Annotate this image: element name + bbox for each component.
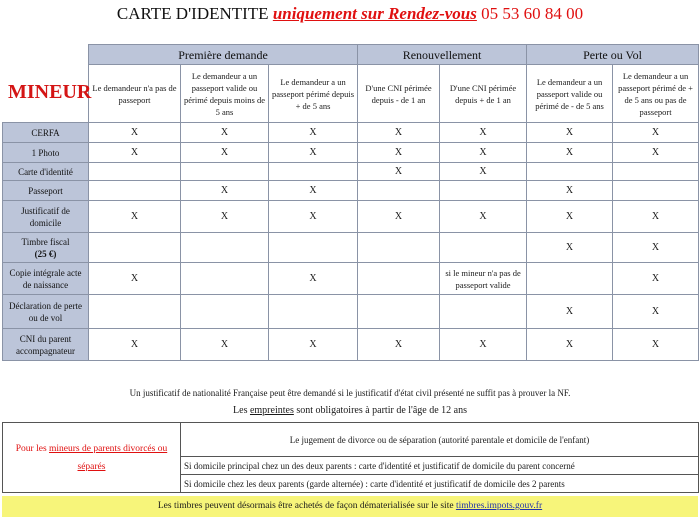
table-cell: X [613,233,699,263]
table-cell: X [613,295,699,329]
table-row [3,295,699,329]
table-row [3,233,699,263]
table-cell [269,295,358,329]
row-label-amount: (25 €) [34,248,57,259]
table-row [3,163,699,181]
group-header: Perte ou Vol [527,45,699,65]
group-header: Renouvellement [358,45,527,65]
table-cell [613,181,699,201]
row-label [3,163,89,181]
table-cell: X [440,201,527,233]
fingerprints-note [0,405,700,417]
table-cell [181,295,269,329]
table-cell: X [269,123,358,143]
divorce-label-text: Pour les [15,443,50,454]
table-cell: X [181,329,269,361]
table-cell: X [527,143,613,163]
row-label [3,329,89,361]
column-header: Le demandeur a un passeport périmé de + de 5 ans ou pas de passeport [613,65,699,123]
table-cell: X [527,201,613,233]
row-label [3,143,89,163]
row-label [3,295,89,329]
divorce-label-underlined: mineurs de parents divorcés ou séparés [49,443,168,472]
page-title [0,4,700,24]
table-cell: si le mineur n'a pas de passeport valide [440,263,527,295]
table-cell: X [440,123,527,143]
table-cell: X [358,329,440,361]
table-cell: X [89,201,181,233]
row-label-text: Carte d'identité [18,166,73,177]
table-cell: X [181,201,269,233]
table-cell: X [358,163,440,181]
table-cell [527,263,613,295]
column-header: Le demandeur n'a pas de passeport [89,65,181,123]
title-appointment: uniquement sur Rendez-vous [272,4,477,23]
table-cell [269,233,358,263]
documents-table [2,44,699,361]
table-cell: X [613,263,699,295]
table-cell [358,233,440,263]
table-row [3,201,699,233]
row-label [3,201,89,233]
table-cell: X [613,143,699,163]
divorce-judgment: Le jugement de divorce ou de séparation (autorité parentale et domicile de l'enfant) [181,423,699,457]
table-cell: X [527,123,613,143]
table-cell [89,163,181,181]
row-label-text: Copie intégrale acte de naissance [9,267,82,290]
table-row [3,123,699,143]
table-cell: X [269,181,358,201]
table-cell: X [440,163,527,181]
row-label [3,123,89,143]
footer-banner [2,496,698,517]
row-label-text: Timbre fiscal [21,236,70,247]
row-label-text: CNI du parent accompagnateur [16,333,75,356]
table-cell [440,181,527,201]
table-cell: X [181,181,269,201]
table-cell [89,295,181,329]
row-label-text: Passeport [28,185,63,196]
fingerprints-text: Les [233,405,250,416]
row-label [3,233,89,263]
table-cell: X [527,295,613,329]
table-cell [181,263,269,295]
divorce-line: Si domicile principal chez un des deux parents : carte d'identité et justificatif de domicile du parent concerné [181,457,699,475]
footer-text: Les timbres peuvent désormais être achetés de façon dématerialisée sur le site [157,501,456,511]
table-cell: X [89,123,181,143]
fingerprints-keyword: empreintes [249,405,294,416]
divorce-label [3,423,181,493]
table-cell: X [269,201,358,233]
title-text: CARTE D'IDENTITE [116,4,273,23]
divorce-line: Si domicile chez les deux parents (garde alternée) : carte d'identité et justificatif de domicile des 2 parents [181,475,699,493]
column-header: Le demandeur a un passeport valide ou périmé depuis moins de 5 ans [181,65,269,123]
fingerprints-text-end: sont obligatoires à partir de l'âge de 12 ans [293,405,467,416]
table-row [3,263,699,295]
table-cell: X [269,143,358,163]
row-label [3,181,89,201]
table-row [3,143,699,163]
table-cell: X [440,143,527,163]
column-header: Le demandeur a un passeport périmé depuis + de 5 ans [269,65,358,123]
table-row [3,329,699,361]
table-cell: X [89,143,181,163]
table-cell: X [358,123,440,143]
divorce-table [2,422,699,493]
row-label-text: 1 Photo [31,147,60,158]
row-label-text: Justificatif de domicile [21,205,70,228]
table-cell [358,181,440,201]
table-cell: X [269,329,358,361]
table-cell: X [181,123,269,143]
table-cell [89,181,181,201]
table-cell: X [181,143,269,163]
table-cell [269,163,358,181]
table-cell [440,233,527,263]
table-cell: X [613,123,699,143]
table-cell [89,233,181,263]
row-label-text: Déclaration de perte ou de vol [9,300,82,323]
table-cell: X [527,233,613,263]
row-label [3,263,89,295]
table-cell: X [440,329,527,361]
table-cell: X [527,181,613,201]
table-cell: X [613,329,699,361]
table-cell: X [527,329,613,361]
table-cell: X [358,201,440,233]
group-header: Première demande [89,45,358,65]
table-cell [181,163,269,181]
column-header: D'une CNI périmée depuis + de 1 an [440,65,527,123]
table-cell [358,295,440,329]
table-cell [358,263,440,295]
table-cell: X [613,201,699,233]
minor-label: MINEUR [8,81,92,103]
title-phone: 05 53 60 84 00 [476,4,584,23]
table-cell: X [358,143,440,163]
column-header: Le demandeur a un passeport valide ou périmé de - de 5 ans [527,65,613,123]
row-label-text: CERFA [31,127,60,138]
table-cell: X [89,263,181,295]
stamps-link[interactable]: timbres.impots.gouv.fr [455,501,543,511]
column-header: D'une CNI périmée depuis - de 1 an [358,65,440,123]
table-cell: X [269,263,358,295]
table-cell [527,163,613,181]
nationality-note: Un justificatif de nationalité Française peut être demandé si le justificatif d'état civil présenté ne suffit pas à prouver la NF. [129,388,571,398]
table-row [3,181,699,201]
table-cell [181,233,269,263]
table-cell [613,163,699,181]
table-cell [440,295,527,329]
table-cell: X [89,329,181,361]
